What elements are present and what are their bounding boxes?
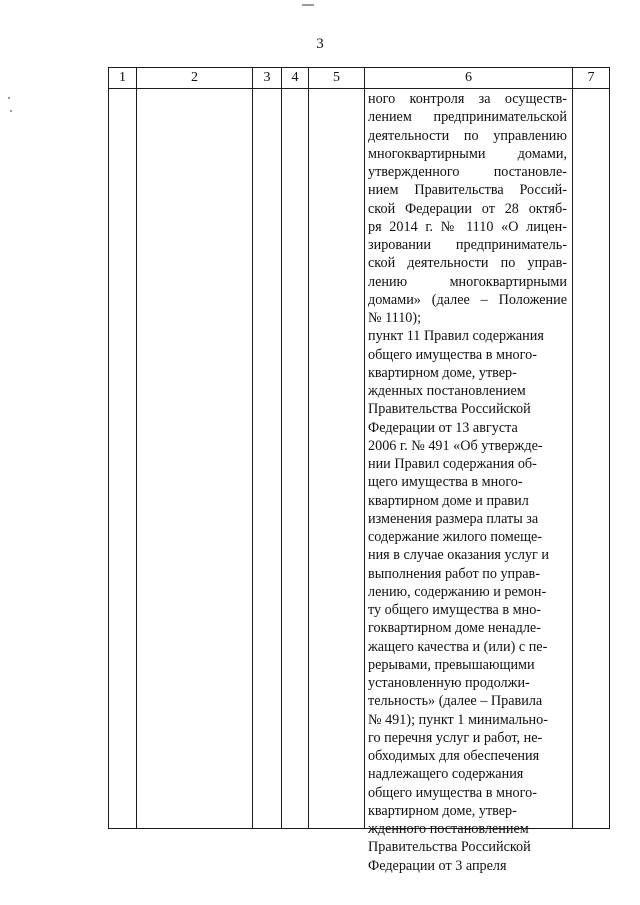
column-rule-6 xyxy=(572,67,573,829)
text-line: ря 2014 г. № 1110 «О лицен- xyxy=(368,218,567,235)
text-line: Федерации от 3 апреля xyxy=(368,857,507,874)
text-line: тельность» (далее – Правила xyxy=(368,693,543,710)
column-rule-2 xyxy=(252,67,253,829)
text-line: установленную продолжи- xyxy=(368,675,530,691)
text-line: ного контроля за осуществ- xyxy=(368,91,567,107)
text-line: общего имущества в много- xyxy=(368,346,537,363)
text-line: Правительства Российской xyxy=(368,401,531,418)
text-line: 2006 г. № 491 «Об утвержде- xyxy=(368,437,543,454)
scan-mark-top xyxy=(302,4,314,6)
page-number: 3 xyxy=(316,36,324,52)
text-line: гоквартирном доме ненадле- xyxy=(368,620,541,637)
table-header-rule xyxy=(108,88,610,89)
text-line: обходимых для обеспечения xyxy=(368,748,540,764)
text-line: № 491); пункт 1 минимально- xyxy=(368,711,548,728)
text-line: ту общего имущества в мно- xyxy=(368,602,542,618)
text-line: Федерации от 13 августа xyxy=(368,419,518,436)
text-line: квартирном доме и правил xyxy=(368,492,529,509)
text-line: пункт 11 Правил содержания xyxy=(368,328,544,345)
table-left-border xyxy=(108,67,109,829)
text-line: домами» (далее – Положение xyxy=(368,291,567,308)
text-line: ния в случае оказания услуг и xyxy=(368,547,550,564)
text-line: выполнения работ по управ- xyxy=(368,565,540,582)
header-cell-3: 3 xyxy=(263,70,271,85)
text-line: лением предпринимательской xyxy=(368,109,567,126)
text-line: жденного постановлением xyxy=(368,821,529,837)
text-line: Правительства Российской xyxy=(368,839,531,856)
text-line: № 1110); xyxy=(368,310,422,326)
text-line: изменения размера платы за xyxy=(368,510,539,527)
text-line: утвержденного постановле- xyxy=(368,164,567,180)
text-line: ской Федерации от 28 октяб- xyxy=(368,200,567,217)
text-line: жденных постановлением xyxy=(368,383,526,399)
text-line: рерывами, превышающими xyxy=(368,656,535,673)
text-line: общего имущества в много- xyxy=(368,784,537,801)
column-rule-4 xyxy=(308,67,309,829)
text-line: деятельности по управлению xyxy=(368,127,567,144)
text-line: лению, содержанию и ремон- xyxy=(368,583,547,600)
text-line: жащего качества и (или) с пе- xyxy=(368,638,548,655)
text-line: квартирном доме, утвер- xyxy=(368,802,517,819)
column-rule-5 xyxy=(364,67,365,829)
header-cell-4: 4 xyxy=(291,70,299,85)
text-line: надлежащего содержания xyxy=(368,766,524,783)
header-cell-7: 7 xyxy=(587,70,595,85)
column-rule-3 xyxy=(281,67,282,829)
scan-mark-left xyxy=(8,97,10,99)
text-line: ской деятельности по управ- xyxy=(368,255,567,272)
column-6-text xyxy=(368,90,567,875)
text-line: многоквартирными домами, xyxy=(368,145,567,162)
text-line: квартирном доме, утвер- xyxy=(368,364,517,381)
text-line: зировании предприниматель- xyxy=(368,237,567,253)
header-cell-2: 2 xyxy=(191,70,198,85)
text-line: щего имущества в много- xyxy=(368,474,523,491)
scan-mark-left-2 xyxy=(10,110,12,112)
text-line: го перечня услуг и работ, не- xyxy=(368,729,543,746)
text-line: нии Правил содержания об- xyxy=(368,456,537,472)
column-rule-1 xyxy=(136,67,137,829)
text-line: содержание жилого помеще- xyxy=(368,529,543,545)
table-right-border xyxy=(609,67,610,829)
header-cell-5: 5 xyxy=(333,70,340,85)
header-cell-1: 1 xyxy=(119,70,126,85)
header-cell-6: 6 xyxy=(465,70,472,85)
text-line: лению многоквартирными xyxy=(368,273,567,290)
text-line: нием Правительства Россий- xyxy=(368,182,567,199)
